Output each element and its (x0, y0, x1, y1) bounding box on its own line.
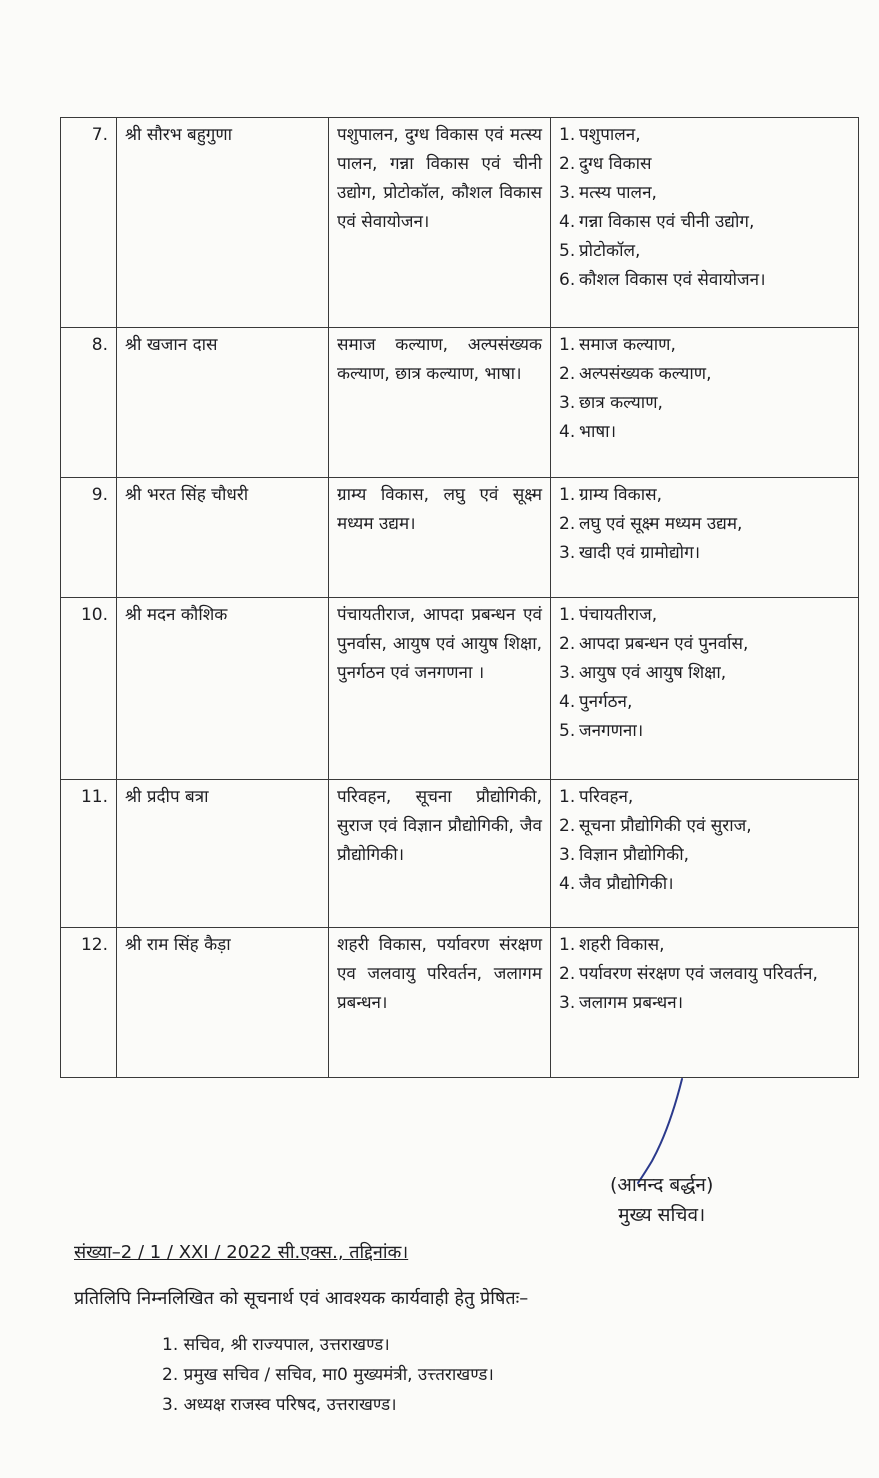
list-item: 2. अल्पसंख्यक कल्याण, (559, 364, 712, 384)
list-item: 1. परिवहन, (559, 787, 634, 807)
department-list (551, 928, 859, 1078)
department-list (551, 118, 859, 328)
list-item: 3. खादी एवं ग्रामोद्योग। (559, 543, 701, 563)
list-item: 3. जलागम प्रबन्धन। (559, 993, 684, 1013)
recipient-list (162, 1330, 494, 1420)
row-number: 9. (61, 478, 117, 598)
list-item: 4. गन्ना विकास एवं चीनी उद्योग, (559, 212, 755, 232)
table-row (61, 328, 859, 478)
list-item: 3. आयुष एवं आयुष शिक्षा, (559, 663, 727, 683)
portfolio-table (60, 117, 859, 1078)
list-item: 3. छात्र कल्याण, (559, 393, 663, 413)
list-item: 4. पुनर्गठन, (559, 692, 633, 712)
list-item: 2. पर्यावरण संरक्षण एवं जलवायु परिवर्तन, (559, 964, 818, 984)
minister-name: श्री राम सिंह कैड़ा (117, 928, 329, 1078)
list-item: 3. अध्यक्ष राजस्व परिषद, उत्तराखण्ड। (162, 1395, 397, 1415)
department-summary: पशुपालन, दुग्ध विकास एवं मत्स्य पालन, गन्ना विकास एवं चीनी उद्योग, प्रोटोकॉल, कौशल विकास एवं सेवायोजन। (329, 118, 551, 328)
list-item: 5. प्रोटोकॉल, (559, 241, 641, 261)
list-item: 3. विज्ञान प्रौद्योगिकी, (559, 845, 690, 865)
list-item: 2. प्रमुख सचिव / सचिव, मा0 मुख्यमंत्री, उत्त्तराखण्ड। (162, 1365, 494, 1385)
signature-stroke (630, 1075, 690, 1185)
list-item: 1. समाज कल्याण, (559, 335, 676, 355)
copy-to-line: प्रतिलिपि निम्नलिखित को सूचनार्थ एवं आवश्यक कार्यवाही हेतु प्रेषितः– (74, 1288, 529, 1309)
list-item: 3. मत्स्य पालन, (559, 183, 657, 203)
signer-name: (आनन्द बर्द्धन) (610, 1174, 714, 1196)
signer-designation: मुख्य सचिव। (618, 1204, 706, 1226)
minister-name: श्री सौरभ बहुगुणा (117, 118, 329, 328)
table-row (61, 478, 859, 598)
list-item: 1. सचिव, श्री राज्यपाल, उत्तराखण्ड। (162, 1335, 390, 1355)
list-item: 4. जैव प्रौद्योगिकी। (559, 874, 674, 894)
list-item: 1. पशुपालन, (559, 125, 641, 145)
minister-name: श्री मदन कौशिक (117, 598, 329, 780)
minister-name: श्री प्रदीप बत्रा (117, 780, 329, 928)
list-item: 1. ग्राम्य विकास, (559, 485, 662, 505)
row-number: 7. (61, 118, 117, 328)
list-item: 2. लघु एवं सूक्ष्म मध्यम उद्यम, (559, 514, 743, 534)
list-item: 1. पंचायतीराज, (559, 605, 658, 625)
table-row (61, 928, 859, 1078)
list-item: 4. भाषा। (559, 422, 617, 442)
reference-number: संख्या–2 / 1 / XXI / 2022 सी.एक्स., तद्दिनांक। (74, 1242, 409, 1263)
minister-name: श्री खजान दास (117, 328, 329, 478)
department-summary: पंचायतीराज, आपदा प्रबन्धन एवं पुनर्वास, आयुष एवं आयुष शिक्षा, पुनर्गठन एवं जनगणना । (329, 598, 551, 780)
row-number: 11. (61, 780, 117, 928)
table-row (61, 780, 859, 928)
minister-name: श्री भरत सिंह चौधरी (117, 478, 329, 598)
list-item: 2. आपदा प्रबन्धन एवं पुनर्वास, (559, 634, 749, 654)
table-row (61, 598, 859, 780)
department-list (551, 598, 859, 780)
list-item: 1. शहरी विकास, (559, 935, 665, 955)
department-summary: परिवहन, सूचना प्रौद्योगिकी, सुराज एवं विज्ञान प्रौद्योगिकी, जैव प्रौद्योगिकी। (329, 780, 551, 928)
department-list (551, 328, 859, 478)
row-number: 12. (61, 928, 117, 1078)
department-summary: शहरी विकास, पर्यावरण संरक्षण एव जलवायु परिवर्तन, जलागम प्रबन्धन। (329, 928, 551, 1078)
list-item: 5. जनगणना। (559, 721, 644, 741)
department-summary: समाज कल्याण, अल्पसंख्यक कल्याण, छात्र कल्याण, भाषा। (329, 328, 551, 478)
list-item: 2. दुग्ध विकास (559, 154, 652, 174)
row-number: 10. (61, 598, 117, 780)
signature-block (610, 1170, 713, 1230)
row-number: 8. (61, 328, 117, 478)
department-list (551, 478, 859, 598)
department-summary: ग्राम्य विकास, लघु एवं सूक्ष्म मध्यम उद्यम। (329, 478, 551, 598)
department-list (551, 780, 859, 928)
list-item: 2. सूचना प्रौद्योगिकी एवं सुराज, (559, 816, 752, 836)
table-row (61, 118, 859, 328)
list-item: 6. कौशल विकास एवं सेवायोजन। (559, 270, 766, 290)
